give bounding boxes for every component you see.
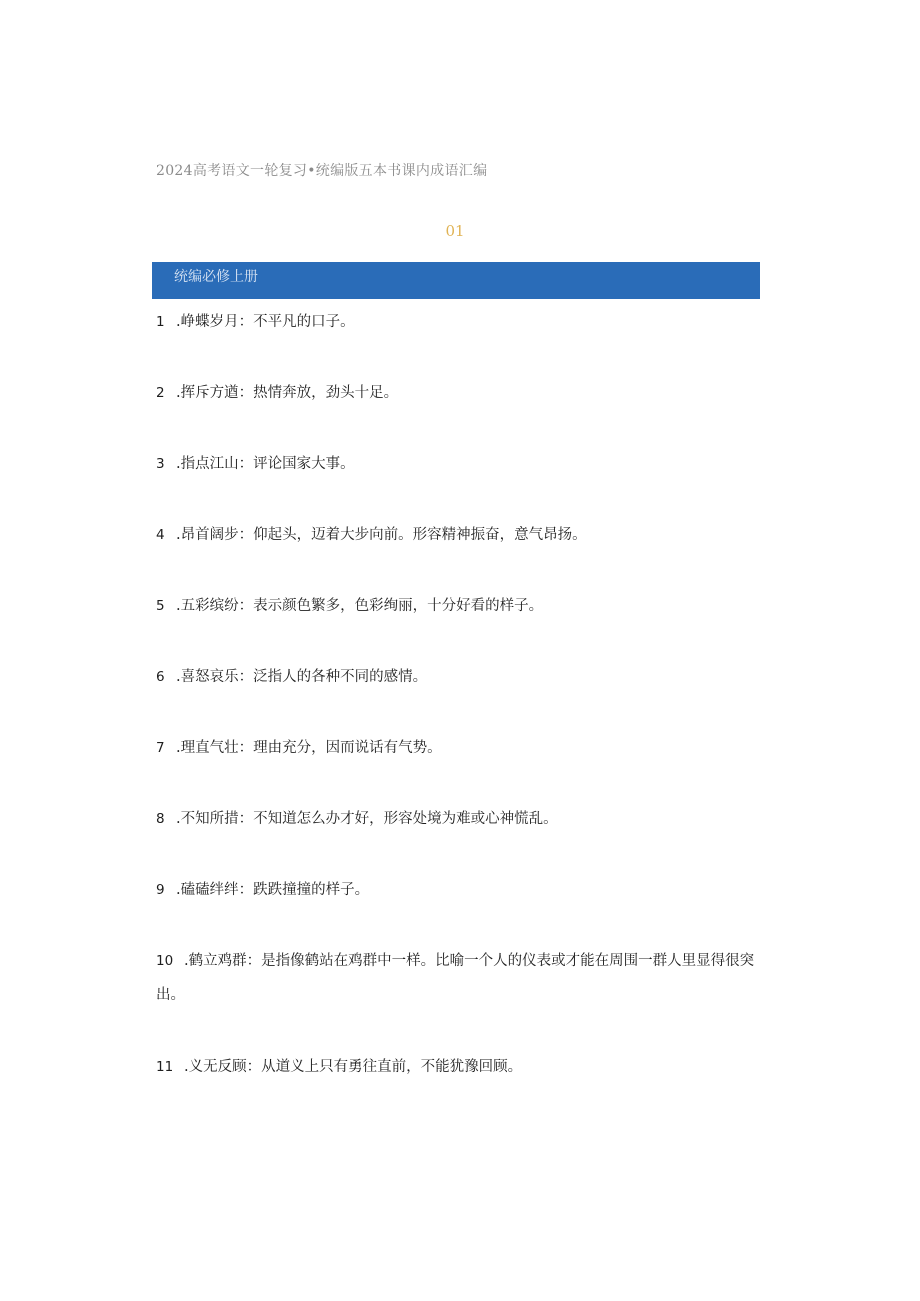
entry-text: 磕磕绊绊：跌跌撞撞的样子。 bbox=[180, 882, 370, 898]
idiom-entry bbox=[156, 518, 760, 552]
entry-dot: . bbox=[176, 882, 181, 898]
idiom-entry bbox=[156, 802, 760, 836]
idiom-entry bbox=[156, 589, 760, 623]
idiom-entry bbox=[156, 376, 760, 410]
entry-dot: . bbox=[176, 527, 181, 543]
entry-dot: . bbox=[176, 456, 181, 472]
entry-dot: . bbox=[184, 1059, 189, 1075]
idiom-entry bbox=[156, 1050, 760, 1084]
entry-text: 鹤立鸡群：是指像鹤站在鸡群中一样。比喻一个人的仪表或才能在周围一群人里显得很突出。 bbox=[156, 953, 755, 1003]
entry-number: 8 bbox=[156, 811, 165, 827]
entry-dot: . bbox=[176, 598, 181, 614]
idiom-entry bbox=[156, 660, 760, 694]
entry-text: 挥斥方遒：热情奔放，劲头十足。 bbox=[180, 385, 399, 401]
entry-text: 昂首阔步：仰起头，迈着大步向前。形容精神振奋，意气昂扬。 bbox=[180, 527, 587, 543]
document-title: 2024高考语文一轮复习•统编版五本书课内成语汇编 bbox=[156, 163, 488, 179]
idiom-entry bbox=[156, 447, 760, 481]
entry-number: 4 bbox=[156, 527, 165, 543]
entry-number: 6 bbox=[156, 669, 165, 685]
entry-number: 5 bbox=[156, 598, 165, 614]
idiom-entry bbox=[156, 873, 760, 907]
entry-text: 义无反顾：从道义上只有勇往直前，不能犹豫回顾。 bbox=[188, 1059, 523, 1075]
entry-text: 峥蝶岁月：不平凡的口子。 bbox=[180, 314, 355, 330]
entry-number: 11 bbox=[156, 1059, 174, 1075]
entry-number: 7 bbox=[156, 740, 165, 756]
entry-text: 五彩缤纷：表示颜色繁多，色彩绚丽，十分好看的样子。 bbox=[180, 598, 544, 614]
entry-text: 不知所措：不知道怎么办才好，形容处境为难或心神慌乱。 bbox=[180, 811, 558, 827]
section-label: 统编必修上册 bbox=[174, 269, 258, 285]
entry-number: 1 bbox=[156, 314, 165, 330]
idiom-entry bbox=[156, 731, 760, 765]
entry-number: 9 bbox=[156, 882, 165, 898]
entry-number: 10 bbox=[156, 953, 174, 969]
entry-text: 喜怒哀乐：泛指人的各种不同的感情。 bbox=[180, 669, 428, 685]
section-header-bar bbox=[152, 262, 760, 299]
entry-number: 2 bbox=[156, 385, 165, 401]
entry-dot: . bbox=[176, 740, 181, 756]
entry-dot: . bbox=[176, 669, 181, 685]
section-number: 01 bbox=[445, 222, 465, 240]
entry-dot: . bbox=[176, 811, 181, 827]
entry-dot: . bbox=[176, 385, 181, 401]
entry-text: 理直气壮：理由充分，因而说话有气势。 bbox=[180, 740, 442, 756]
entry-number: 3 bbox=[156, 456, 165, 472]
idiom-entry bbox=[156, 944, 760, 1012]
entry-dot: . bbox=[176, 314, 181, 330]
idiom-entry bbox=[156, 305, 760, 339]
entry-text: 指点江山：评论国家大事。 bbox=[180, 456, 355, 472]
entry-dot: . bbox=[184, 953, 189, 969]
